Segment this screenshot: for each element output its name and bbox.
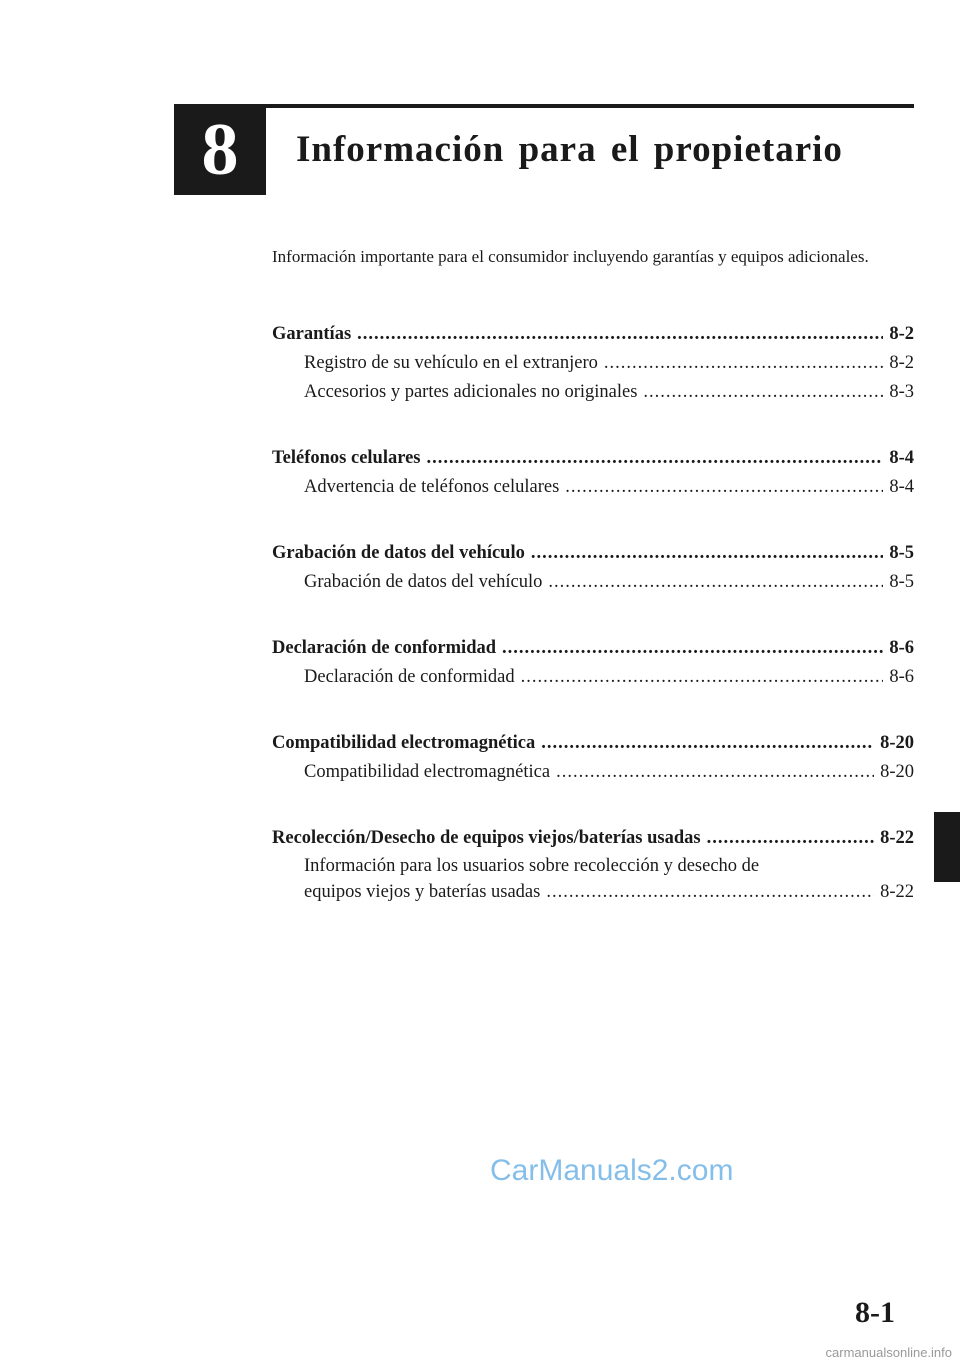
dot-leader: [556, 758, 874, 787]
toc-subentry[interactable]: [272, 663, 914, 692]
dot-leader: [502, 634, 883, 663]
toc-entry[interactable]: [272, 539, 914, 568]
toc-subentry-title: Compatibilidad electromagnética: [304, 762, 551, 782]
toc-subentry-page: 8-22: [880, 882, 914, 902]
dot-leader: [531, 539, 883, 568]
dot-leader: [604, 349, 883, 378]
toc-subentry-page: 8-20: [880, 762, 914, 782]
table-of-contents: [272, 320, 914, 942]
toc-entry-page: 8-4: [889, 448, 914, 468]
toc-subentry[interactable]: [272, 349, 914, 378]
chapter-number: 8: [201, 108, 239, 191]
toc-entry-page: 8-2: [889, 324, 914, 344]
dot-leader: [427, 444, 884, 473]
toc-section-garantias: [272, 320, 914, 407]
toc-subentry-page: 8-4: [889, 477, 914, 497]
toc-subentry-title-line1: Información para los usuarios sobre recolección y desecho de: [304, 856, 760, 876]
toc-subentry-title: Grabación de datos del vehículo: [304, 572, 543, 592]
toc-subentry-page: 8-2: [889, 353, 914, 373]
toc-entry[interactable]: [272, 729, 914, 758]
toc-entry-title: Teléfonos celulares: [272, 448, 421, 468]
footer-watermark: carmanualsonline.info: [825, 1345, 952, 1360]
watermark: CarManuals2.com: [490, 1154, 734, 1187]
toc-section-compatibilidad: [272, 729, 914, 787]
toc-subentry-title: Declaración de conformidad: [304, 667, 515, 687]
toc-entry[interactable]: [272, 634, 914, 663]
toc-entry-page: 8-20: [880, 733, 914, 753]
toc-subentry-page: 8-6: [889, 667, 914, 687]
toc-entry-page: 8-6: [889, 638, 914, 658]
toc-entry-title: Grabación de datos del vehículo: [272, 543, 525, 563]
toc-entry-title: Compatibilidad electromagnética: [272, 733, 536, 753]
toc-subentry-line2: [304, 879, 914, 905]
toc-subentry[interactable]: [272, 378, 914, 407]
toc-section-telefonos: [272, 444, 914, 502]
toc-entry-page: 8-5: [889, 543, 914, 563]
toc-subentry[interactable]: [272, 758, 914, 787]
chapter-thumb-tab: [934, 812, 960, 882]
toc-entry-title: Recolección/Desecho de equipos viejos/baterías usadas: [272, 828, 701, 848]
toc-section-declaracion: [272, 634, 914, 692]
page-number: 8-1: [855, 1296, 895, 1329]
dot-leader: [521, 663, 884, 692]
toc-section-recoleccion: [272, 824, 914, 905]
toc-subentry-page: 8-5: [889, 572, 914, 592]
toc-entry-title: Declaración de conformidad: [272, 638, 497, 658]
toc-subentry[interactable]: [272, 568, 914, 597]
dot-leader: [565, 473, 883, 502]
chapter-title: Información para el propietario: [296, 129, 843, 170]
toc-section-grabacion: [272, 539, 914, 597]
toc-entry-title: Garantías: [272, 324, 352, 344]
dot-leader: [707, 824, 875, 853]
toc-subentry[interactable]: [272, 473, 914, 502]
chapter-intro: Información importante para el consumidor incluyendo garantías y equipos adicionales.: [272, 247, 869, 266]
header-rule: [266, 104, 914, 108]
toc-subentry-title: Registro de su vehículo en el extranjero: [304, 353, 598, 373]
toc-entry[interactable]: [272, 824, 914, 853]
toc-entry[interactable]: [272, 444, 914, 473]
toc-subentry[interactable]: [272, 853, 914, 905]
dot-leader: [541, 729, 874, 758]
toc-subentry-title: Accesorios y partes adicionales no originales: [304, 382, 638, 402]
dot-leader: [643, 378, 883, 407]
toc-subentry-title: Advertencia de teléfonos celulares: [304, 477, 560, 497]
toc-entry[interactable]: [272, 320, 914, 349]
dot-leader: [548, 568, 883, 597]
dot-leader: [357, 320, 883, 349]
toc-subentry-page: 8-3: [889, 382, 914, 402]
chapter-number-box: [174, 104, 266, 195]
dot-leader: [546, 879, 874, 905]
toc-subentry-title-line2: equipos viejos y baterías usadas: [304, 882, 541, 902]
toc-entry-page: 8-22: [880, 828, 914, 848]
